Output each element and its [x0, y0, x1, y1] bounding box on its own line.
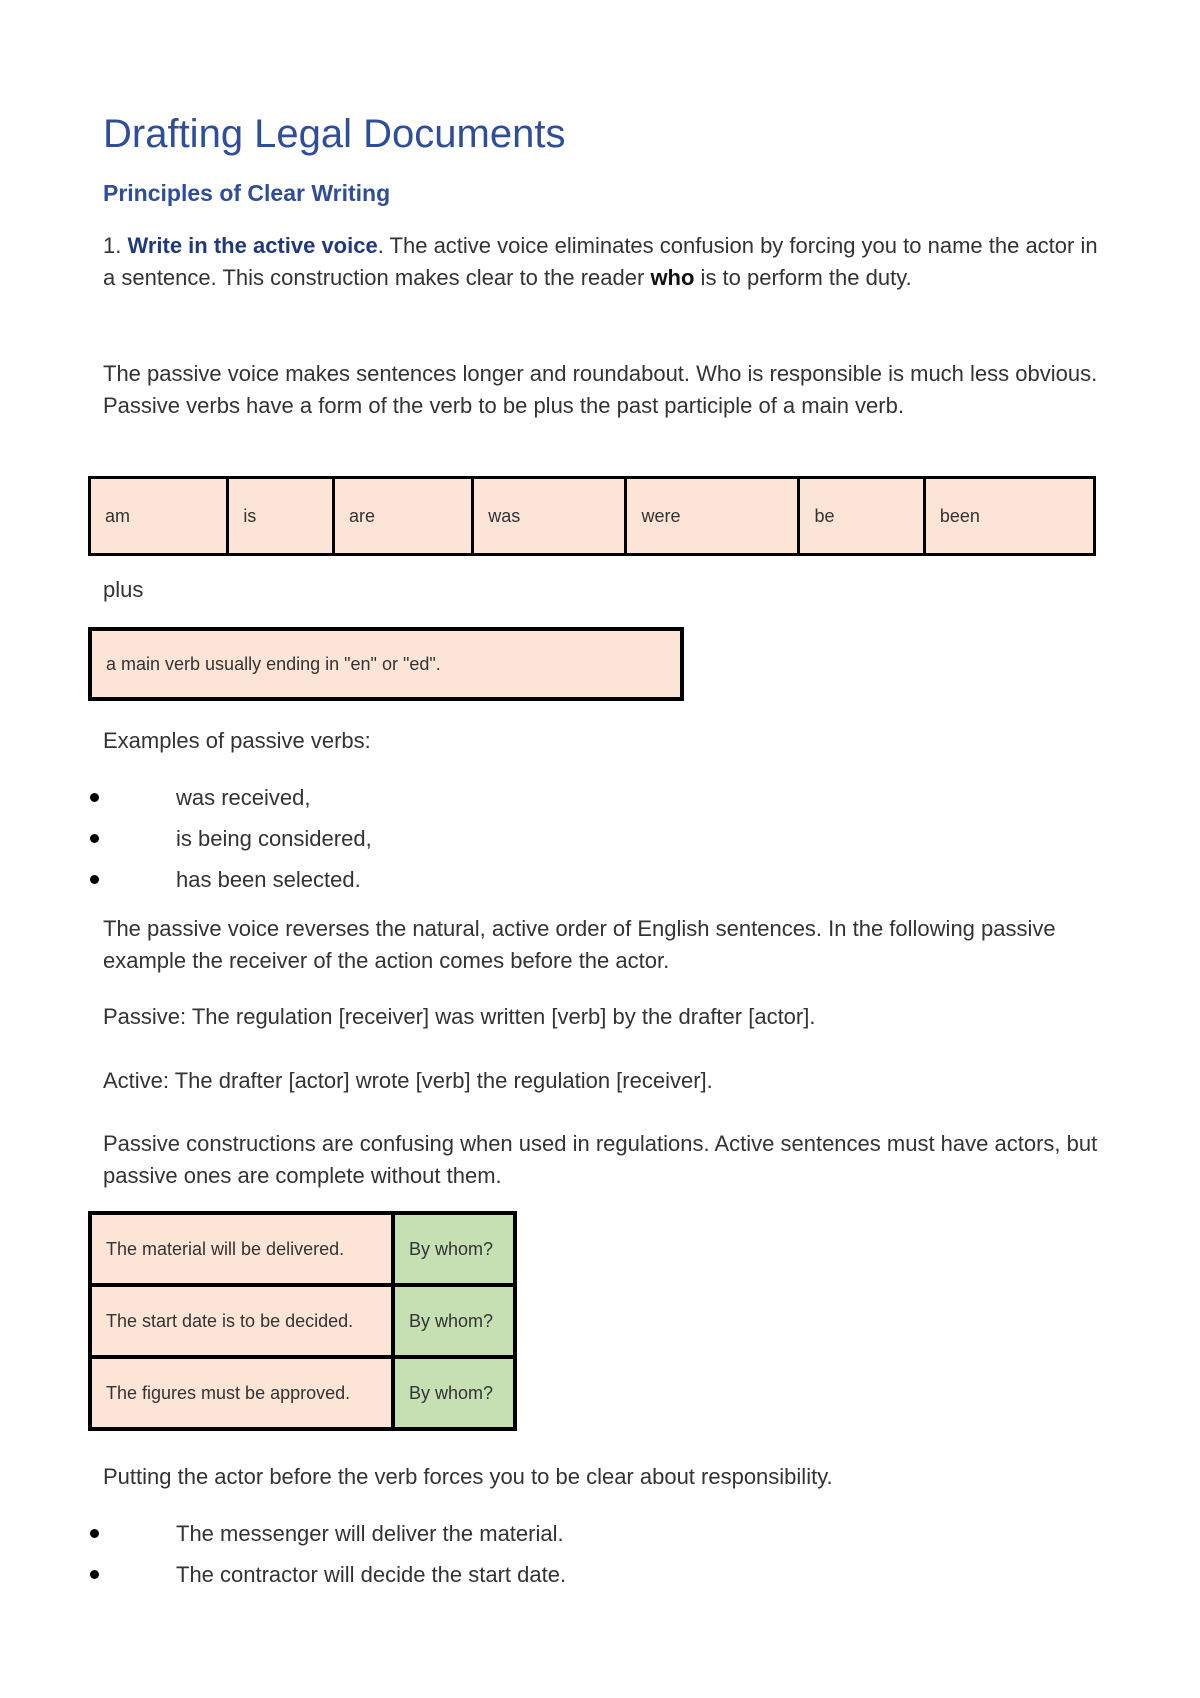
statement-cell: The start date is to be decided. — [90, 1285, 393, 1357]
main-verb-box: a main verb usually ending in "en" or "ed". — [88, 627, 684, 701]
section-subtitle: Principles of Clear Writing — [103, 180, 391, 206]
bullet-icon — [90, 1570, 99, 1579]
table-cell: were — [626, 478, 799, 555]
table-cell: am — [90, 478, 228, 555]
actor-before-verb-paragraph: Putting the actor before the verb forces you to be clear about responsibility. — [103, 1464, 833, 1489]
plus-label: plus — [103, 577, 144, 602]
active-example: Active: The drafter [actor] wrote [verb] the regulation [receiver]. — [103, 1068, 713, 1093]
passive-voice-paragraph: The passive voice makes sentences longer and roundabout. Who is responsible is much less obvious. Passive verbs have a form of the verb to be plus the past participle of a main verb. — [103, 361, 1098, 418]
passive-examples-list — [88, 783, 1088, 906]
list-item: The contractor will decide the start date. — [88, 1560, 1088, 1601]
list-item: has been selected. — [88, 865, 1088, 906]
principle-text-a: . The active voice eliminates confusion by forcing you to name the actor in a sentence. This construction makes clear to the reader — [103, 233, 1098, 290]
bullet-icon — [90, 875, 99, 884]
principle-1-paragraph — [103, 230, 1103, 294]
active-examples-list — [88, 1519, 1088, 1601]
document-title: Drafting Legal Documents — [103, 112, 566, 156]
question-cell: By whom? — [393, 1285, 515, 1357]
table-row — [90, 1285, 515, 1357]
table-cell: be — [799, 478, 924, 555]
table-cell: been — [924, 478, 1094, 555]
examples-heading: Examples of passive verbs: — [103, 728, 371, 753]
bullet-icon — [90, 834, 99, 843]
table-row — [90, 1213, 515, 1285]
principle-emphasis: who — [650, 265, 695, 290]
by-whom-table — [88, 1211, 517, 1431]
table-cell: are — [333, 478, 472, 555]
principle-text-b: is to perform the duty. — [694, 265, 912, 290]
table-row — [90, 1357, 515, 1429]
question-cell: By whom? — [393, 1357, 515, 1429]
principle-number: 1. — [103, 233, 128, 258]
question-cell: By whom? — [393, 1213, 515, 1285]
verb-to-be-table — [88, 476, 1096, 556]
list-item: The messenger will deliver the material. — [88, 1519, 1088, 1560]
reverse-order-paragraph: The passive voice reverses the natural, active order of English sentences. In the following passive example the receiver of the action comes before the actor. — [103, 916, 1056, 973]
statement-cell: The material will be delivered. — [90, 1213, 393, 1285]
bullet-icon — [90, 793, 99, 802]
list-item: was received, — [88, 783, 1088, 824]
bullet-icon — [90, 1529, 99, 1538]
confusing-paragraph: Passive constructions are confusing when used in regulations. Active sentences must have actors, but passive ones are complete without them. — [103, 1131, 1098, 1188]
list-item: is being considered, — [88, 824, 1088, 865]
principle-lead: Write in the active voice — [127, 233, 378, 258]
statement-cell: The figures must be approved. — [90, 1357, 393, 1429]
table-cell: is — [228, 478, 334, 555]
table-cell: was — [473, 478, 626, 555]
passive-example: Passive: The regulation [receiver] was written [verb] by the drafter [actor]. — [103, 1004, 816, 1029]
table-row — [90, 478, 1095, 555]
